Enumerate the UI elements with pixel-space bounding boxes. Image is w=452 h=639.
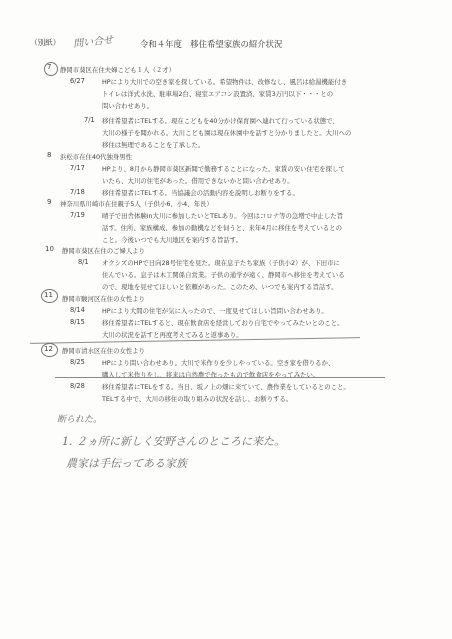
entry-text: 移住は無理であることを了承した。 [102,141,205,149]
handwritten-underline [55,377,385,378]
handwritten-note-line2: 農家は手伝ってある家族 [66,457,187,470]
entry-text: HPにより大間の住宅が気に入ったので、一度見せてほしい旨問い合わせあり。 [102,307,328,315]
entry-date: 8/25 [70,358,85,366]
entry-number: 11 [44,291,53,299]
entry-text: 移住希望者にTELすると、現在飲食店を経営しており自宅でやってみたいとのこと。 [102,319,344,327]
entry-text: 晴子で田舎体験in大川に参加したいとTELあり。今回はコロナ等の急増で中止した旨 [102,212,343,220]
entry-text: 大川の様子を聞かれる。大川こども園は現在休園中を話すと分かりましたと。大川への [102,129,352,137]
entry-heading: 浜松市在住40代独身男性 [60,153,133,161]
entry-text: HPにより大川での空き家を探している。希望物件は、改修なし、風呂は給湯機能付き [102,78,348,86]
handwritten-inquiry-note: 問い合せ [72,34,114,51]
document-tag: （別紙） [30,38,61,47]
entry-text: HPにより問い合わせあり。大川で米作りを少しやっている。空き家を借りるか、 [102,359,335,367]
page-title: 令和４年度 移住希望家族の紹介状況 [140,39,283,49]
entry-date: 8/14 [70,306,85,314]
entry-text: いたら、大川の住宅があった。借用できないかと問い合わせあり。 [102,177,294,185]
entry-text: HPより、8月から静岡市葵区新聞で勤務することになった。家賃の安い住宅を探して [102,165,345,173]
entry-text: TELする中で、大川の移住の取り組みの状況を話し、お断りする。 [102,395,293,403]
entry-date: 7/18 [70,188,85,196]
entry-text: 大川の状況を話すと再度考えてみると返事あり。 [102,331,243,339]
entry-date: 7/1 [84,116,95,124]
entry-number: 12 [44,345,53,353]
entry-text: 購入して米作りをし、将来は自然農で作ったもので飲食店をやってみたい。 [102,371,320,379]
entry-date: 6/27 [70,77,85,85]
entry-heading: 静岡市清水区在住の女性より [62,347,146,355]
entry-text: トイレは洋式水洗、駐車場2台、寝室エアコン設置済、家賃3万円以下・・・との [102,90,334,98]
entry-number: 7 [47,63,52,71]
entry-number: 8 [47,151,52,159]
handwritten-note-declined: 断られた。 [57,415,103,425]
entry-number: 10 [45,245,54,253]
entry-date: 7/17 [70,164,85,172]
entry-heading: 静岡市葵区在住夫婦こども１人（２才） [60,66,176,74]
entry-number: 9 [47,198,52,206]
entry-text: 住んでいる。息子は木工関係自営業。子供の通学が遠く、静岡市へ移住を考えている [102,271,345,279]
entry-date: 8/15 [70,318,85,326]
entry-text: 移住希望者にTELをする。当日、坂ノ上の畑に来ていて、農作業をしているとのこと。 [102,383,350,391]
entry-text: こと。今後いつでも大川地区を案内する旨話す。 [102,236,243,244]
entry-date: 7/19 [70,211,85,219]
entry-text: 問い合わせあり。 [102,102,154,110]
entry-heading: 静岡市葵区在住のご婦人より [62,247,146,255]
entry-text: 移住希望者にTELする。当協議会の活動内容を説明しお断りをする。 [102,189,299,197]
entry-date: 8/1 [78,258,89,266]
entry-heading: 静岡市駿河区在住の女性より [62,295,146,303]
entry-date: 8/28 [70,382,85,390]
entry-text: 話す。住所、家族構成、参加の動機などを伺うと、来年4月に移住を考えているとの [102,224,343,232]
handwritten-note-line1: 1. ２ヵ所に新しく安野さんのところに来た。 [62,435,285,448]
entry-heading: 神奈川県川崎市在住親子5人（子供小6、小4、年長） [60,200,213,208]
entry-text: オクシズのHPで日向28号住宅を見た。現在息子たち家族（子供小2）が、下田市に [102,259,340,267]
entry-text: 移住希望者にTELする。現在こどもを40分かけ保育園へ連れて行っている状態で、 [102,117,339,125]
entry-text: ので、現地を見せてほしいと依頼があった。このため、いつでも案内する旨話す。 [102,283,338,291]
